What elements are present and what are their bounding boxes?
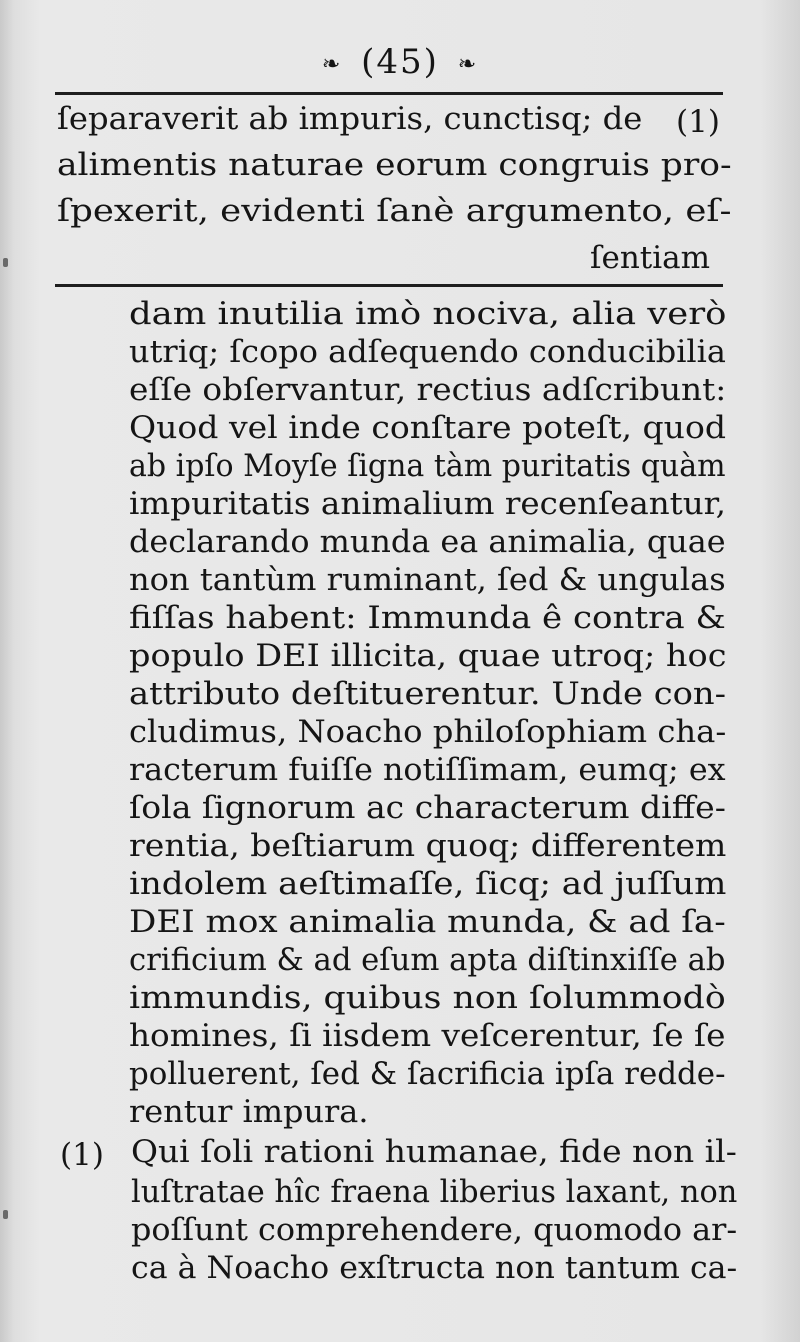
body-line: dam inutilia imò nociva, alia verò bbox=[129, 296, 727, 332]
body-line: indolem aeſtimaſſe, ſicq; ad juſſum bbox=[129, 866, 727, 902]
top-text-line: ſeparaverit ab impuris, cunctisq; de bbox=[57, 101, 643, 137]
catchword: ſentiam bbox=[590, 240, 711, 276]
body-line: ſola ſignorum ac characterum diffe- bbox=[129, 790, 726, 826]
body-line: immundis, quibus non ſolummodò bbox=[129, 980, 726, 1016]
header-rule bbox=[55, 92, 723, 95]
footnote-line: Qui ſoli rationi humanae, fide non il- bbox=[131, 1134, 737, 1170]
gutter-mark bbox=[3, 258, 8, 267]
body-line: homines, ſi iisdem veſcerentur, ſe ſe bbox=[129, 1018, 726, 1054]
top-note-marker: (1) bbox=[676, 104, 720, 140]
body-line: rentia, beſtiarum quoq; differentem bbox=[129, 828, 727, 864]
body-line: attributo deſtituerentur. Unde con- bbox=[129, 676, 726, 712]
page-header bbox=[0, 42, 800, 82]
body-line: DEI mox animalia munda, & ad ſa- bbox=[129, 904, 726, 940]
ornament-left-icon: ❧ bbox=[321, 51, 343, 77]
page-number: (45) bbox=[361, 42, 439, 82]
body-line: non tantùm ruminant, ſed & ungulas bbox=[129, 562, 726, 598]
top-text-line: ſpexerit, evidenti ſanè argumento, eſ- bbox=[57, 193, 732, 229]
body-line: Quod vel inde conſtare poteſt, quod bbox=[129, 410, 726, 446]
body-line: populo DEI illicita, quae utroq; hoc bbox=[129, 638, 727, 674]
top-text-line: alimentis naturae eorum congruis pro- bbox=[57, 147, 732, 183]
section-rule bbox=[55, 284, 723, 287]
body-line: fiſſas habent: Immunda ê contra & bbox=[129, 600, 726, 636]
body-line: impuritatis animalium recenſeantur, bbox=[129, 486, 727, 522]
gutter-mark bbox=[3, 1210, 8, 1219]
body-line: cludimus, Noacho philoſophiam cha- bbox=[129, 714, 727, 750]
body-line: ab ipſo Moyſe ſigna tàm puritatis quàm bbox=[129, 448, 726, 484]
body-line: polluerent, ſed & ſacrificia ipſa redde- bbox=[129, 1056, 726, 1092]
footnote-line: ca à Noacho exſtructa non tantum ca- bbox=[131, 1250, 738, 1286]
body-line: eſſe obſervantur, rectius adſcribunt: bbox=[129, 372, 727, 408]
body-line: crificium & ad eſum apta diſtinxiſſe ab bbox=[129, 942, 726, 978]
footnote-line: poſſunt comprehendere, quomodo ar- bbox=[131, 1212, 738, 1248]
body-line: utriq; ſcopo adſequendo conducibilia bbox=[129, 334, 726, 370]
ornament-right-icon: ❧ bbox=[457, 51, 479, 77]
footnote-marker: (1) bbox=[60, 1137, 104, 1173]
footnote-line: luſtratae hîc fraena liberius laxant, non bbox=[131, 1174, 738, 1210]
body-line: declarando munda ea animalia, quae bbox=[129, 524, 726, 560]
body-line: rentur impura. bbox=[129, 1094, 369, 1130]
body-line: racterum fuiſſe notiſſimam, eumq; ex bbox=[129, 752, 726, 788]
